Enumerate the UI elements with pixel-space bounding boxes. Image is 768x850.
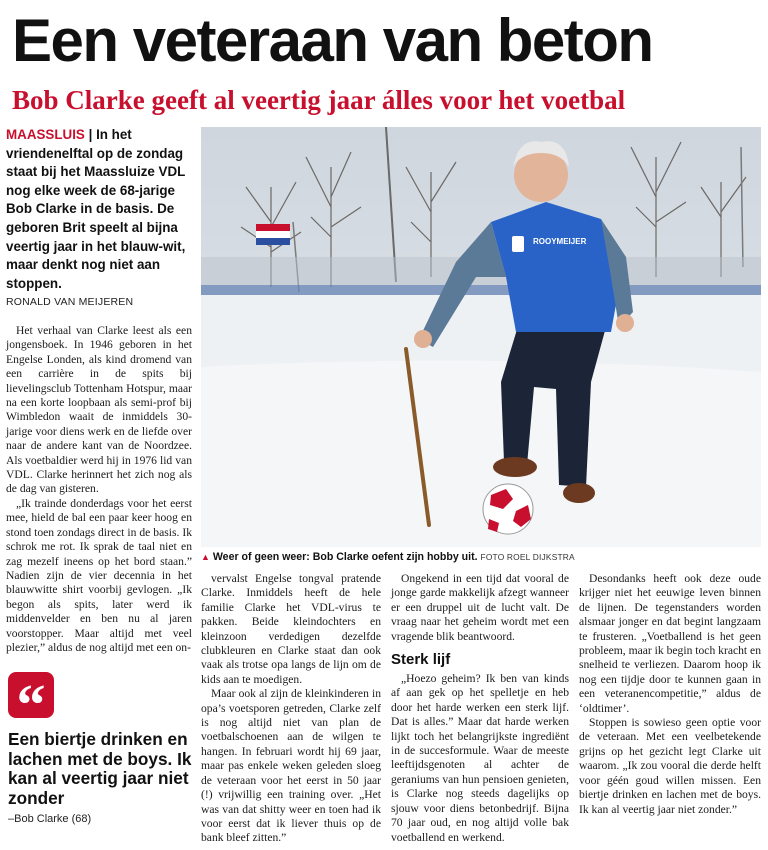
- paragraph: Het verhaal van Clarke leest als een jongensboek. In 1946 geboren in het Engelse Londen, als kind dromend van een carrière in de spits bij lievelingsclub Tottenham Hotspur, maar na een korte loopbaan als semi-prof bij Wimbledon waait de inmiddels 30-jarige voor diens werk en de liefde over naar de andere kant van de Noordzee. Als voetbaldier werd hij in 1976 lid van VDL. Clarke herinnert het zich nog als de dag van gisteren.: [6, 324, 192, 496]
- paragraph: Ongekend in een tijd dat vooral de jonge garde makkelijk afzegt wanneer er een druppel uit de lucht valt. De vraag naar het geheim wordt met een vragende blik beantwoord.: [391, 572, 569, 643]
- dateline: MAASSLUIS: [6, 127, 85, 142]
- paragraph: vervalst Engelse tongval pratende Clarke. Inmiddels heeft de hele familie Clarke het VDL-virus te pakken. Beide kleindochters en kleinzoon verdedigen dezelfde clubkleuren en Clarke staat dan ook vaak als trotse opa langs de lijn om de kids aan te moedigen.: [201, 572, 381, 686]
- article-column-1: [6, 324, 192, 664]
- author-byline: RONALD VAN MEIJEREN: [6, 296, 134, 308]
- paragraph: Stoppen is sowieso geen optie voor de veteraan. Met een veelbetekende grijns op het gezicht legt Clarke uit waarom. „Ik zou vooral die derde helft voor géén goud willen missen. Een biertje drinken en lachen met de boys. Ik kan al veertig jaar niet zonder.”: [579, 716, 761, 816]
- photo-illustration: [201, 127, 761, 547]
- intro-text: In het vriendenelftal op de zondag staat bij het Maassluize VDL nog elke week de 68-jarige Bob Clarke in de basis. De geboren Brit speelt al bijna veertig jaar in het blauw-wit, maar denkt nog niet aan stoppen.: [6, 127, 186, 291]
- soccer-ball: [483, 484, 533, 534]
- photo-credit: FOTO ROEL DIJKSTRA: [480, 552, 575, 562]
- pullquote-attribution: –Bob Clarke (68): [8, 813, 92, 825]
- quote-icon: “: [8, 672, 54, 718]
- article-column-4: [579, 572, 761, 842]
- shirt-sponsor: ROOYMEIJER: [533, 237, 587, 246]
- paragraph: „Hoezo geheim? Ik ben van kinds af aan gek op het spelletje en heb door het harde werken een sterk lijf. Dat is alles.” Maar dat harde werken lijkt toch het belangrijkste ingrediënt in de succesformule. Waar de meeste leeftijdsgenoten al achter de geraniums van hun pensioen genieten, is Clarke nog steeds dagelijks op sjouw voor diens betonbedrijf. Bijna 70 jaar oud, en nog altijd volle bak voetballend en werkend.: [391, 672, 569, 844]
- paragraph: „Ik trainde donderdags voor het eerst mee, hield de bal een paar keer hoog en stond toen zondags direct in de basis. Ik schrok me rot. Ik sprak de taal niet en zag mezelf ineens op het bord staan.” Nadien zijn de vier decennia in het blauwwitte shirt voorbij gevlogen. „Ik begon als spits, later werd ik middenvelder en ben nu al jaren voorstopper. Maar altijd met veel plezier,” aldus de nog altijd met een on-: [6, 496, 192, 654]
- paragraph: Desondanks heeft ook deze oude krijger niet het eeuwige leven binnen de lijnen. De tegenstanders worden alsmaar jonger en dat begint langzaam te frusteren. „Voetballend is het geen probleem, maar ik begin toch kracht en snelheid te verliezen. Daarom hoop ik nog een tijdje door te kunnen gaan in een veteranencompetitie,” aldus de ‘oldtimer’.: [579, 572, 761, 715]
- dutch-flag: [256, 224, 290, 245]
- headline: Een veteraan van beton: [12, 7, 653, 74]
- photo-caption: [201, 551, 761, 563]
- section-heading: Sterk lijf: [391, 651, 451, 669]
- paragraph: Maar ook al zijn de kleinkinderen in opa’s voetsporen getreden, Clarke zelf is nog altijd niet van plan de voetbalschoenen aan de wilgen te hangen. In februari wordt hij 69 jaar, maar pas enkele weken geleden sloeg de veteraan voor het eerst in 50 jaar (!) vrijwillig een training over. „Het was van dat shitty weer en toen had ik voor eerst dat ik liever thuis op de bank bleef zitten.”: [201, 687, 381, 845]
- dateline-separator: |: [84, 127, 97, 142]
- article-photo: [201, 127, 761, 547]
- article-column-3: [391, 572, 569, 842]
- subheadline: Bob Clarke geeft al veertig jaar álles voor het voetbal: [12, 85, 626, 115]
- intro: [6, 126, 192, 293]
- caption-text: Weer of geen weer: Bob Clarke oefent zijn hobby uit.: [209, 551, 481, 563]
- caption-arrow-icon: ▲: [201, 552, 210, 562]
- article-column-2: [201, 572, 381, 845]
- pullquote: Een biertje drinken en lachen met de boys. Ik kan al veertig jaar niet zonder: [8, 729, 192, 808]
